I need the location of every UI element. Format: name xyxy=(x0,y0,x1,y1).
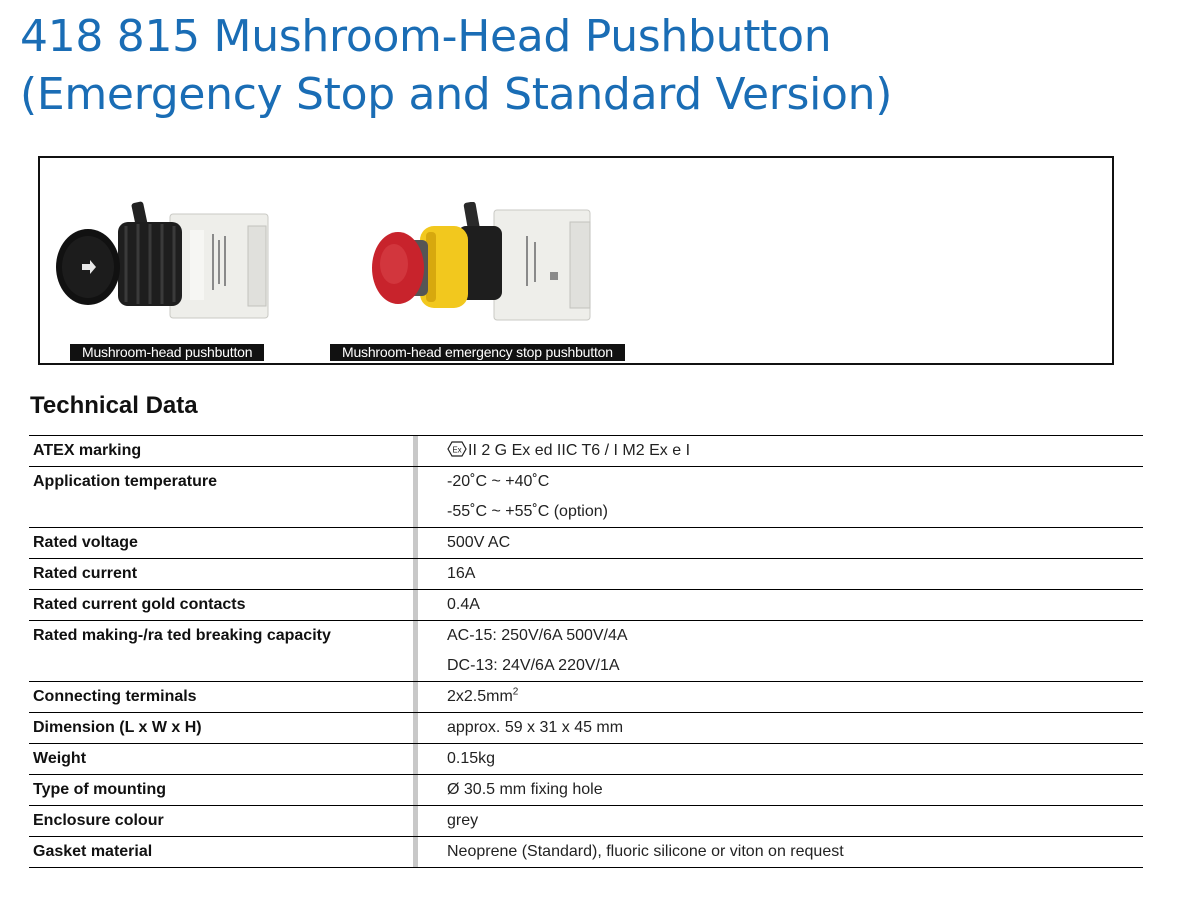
spec-label: Gasket material xyxy=(29,837,413,868)
spec-row xyxy=(29,467,1143,528)
spec-value-text: Neoprene (Standard), fluoric silicone or viton on request xyxy=(447,843,844,860)
spec-value xyxy=(447,682,1143,713)
spec-value-line xyxy=(447,497,1143,527)
spec-value xyxy=(447,559,1143,590)
spec-label: Application temperature xyxy=(29,467,413,528)
emergency-stop-pushbutton-image xyxy=(370,202,600,332)
spec-value xyxy=(447,621,1143,682)
spec-label: Rated current xyxy=(29,559,413,590)
spec-row xyxy=(29,775,1143,806)
page-title-line-2: (Emergency Stop and Standard Version) xyxy=(20,69,893,120)
spec-label: Connecting terminals xyxy=(29,682,413,713)
spec-label: Enclosure colour xyxy=(29,806,413,837)
spec-value xyxy=(447,590,1143,621)
spec-row xyxy=(29,713,1143,744)
spec-value-line xyxy=(447,806,1143,836)
spec-row xyxy=(29,744,1143,775)
technical-data-table xyxy=(29,435,1143,868)
spec-row xyxy=(29,559,1143,590)
spec-value-line xyxy=(447,775,1143,805)
spec-value-text: approx. 59 x 31 x 45 mm xyxy=(447,719,624,736)
spec-label: Rated current gold contacts xyxy=(29,590,413,621)
spec-value-line xyxy=(447,559,1143,589)
spec-value xyxy=(447,775,1143,806)
spec-value-line xyxy=(447,590,1143,620)
spec-value-line xyxy=(447,744,1143,774)
spec-value-text: -55˚C ~ +55˚C (option) xyxy=(447,503,608,520)
spec-value-line xyxy=(447,682,1143,712)
spec-value-text: 2x2.5mm xyxy=(447,688,513,705)
ex-hexagon-icon xyxy=(447,441,467,457)
spec-value-text: AC-15: 250V/6A 500V/4A xyxy=(447,627,628,644)
product-caption-standard: Mushroom-head pushbutton xyxy=(70,344,264,361)
spec-value-line xyxy=(447,651,1143,681)
spec-value-text: II 2 G Ex ed IIC T6 / I M2 Ex e I xyxy=(468,442,691,459)
spec-value-line xyxy=(447,528,1143,558)
spec-value-text: 16A xyxy=(447,565,476,582)
spec-value-text: 0.4A xyxy=(447,596,480,613)
page-title-line-1: 418 815 Mushroom-Head Pushbutton xyxy=(20,11,832,62)
product-photo-panel xyxy=(38,156,1114,365)
spec-row xyxy=(29,806,1143,837)
page-title xyxy=(20,8,892,124)
spec-value xyxy=(447,528,1143,559)
spec-value-line xyxy=(447,621,1143,651)
spec-value-line xyxy=(447,436,1143,466)
spec-row xyxy=(29,621,1143,682)
svg-text:Ex: Ex xyxy=(452,445,462,455)
spec-row xyxy=(29,682,1143,713)
spec-label: Rated voltage xyxy=(29,528,413,559)
spec-value-text: grey xyxy=(447,812,479,829)
spec-value-line xyxy=(447,713,1143,743)
spec-row xyxy=(29,837,1143,868)
spec-row xyxy=(29,528,1143,559)
unit-superscript: 2 xyxy=(512,686,519,698)
black-mushroom-pushbutton-image xyxy=(52,200,272,330)
spec-value-text: Ø 30.5 mm fixing hole xyxy=(447,781,603,798)
spec-value xyxy=(447,467,1143,528)
spec-value xyxy=(447,744,1143,775)
spec-label: Type of mounting xyxy=(29,775,413,806)
spec-label: ATEX marking xyxy=(29,436,413,467)
spec-value xyxy=(447,837,1143,868)
spec-value-text: -20˚C ~ +40˚C xyxy=(447,473,550,490)
spec-row xyxy=(29,436,1143,467)
spec-label: Rated making-/ra ted breaking capacity xyxy=(29,621,413,682)
spec-value-line xyxy=(447,837,1143,867)
spec-value xyxy=(447,436,1143,467)
technical-data-heading: Technical Data xyxy=(30,392,198,419)
spec-value-line xyxy=(447,467,1143,497)
spec-label: Dimension (L x W x H) xyxy=(29,713,413,744)
spec-row xyxy=(29,590,1143,621)
spec-value-text: DC-13: 24V/6A 220V/1A xyxy=(447,657,620,674)
spec-value xyxy=(447,713,1143,744)
product-caption-emergency: Mushroom-head emergency stop pushbutton xyxy=(330,344,625,361)
spec-label: Weight xyxy=(29,744,413,775)
spec-value xyxy=(447,806,1143,837)
spec-value-text: 0.15kg xyxy=(447,750,496,767)
spec-value-text: 500V AC xyxy=(447,534,511,551)
